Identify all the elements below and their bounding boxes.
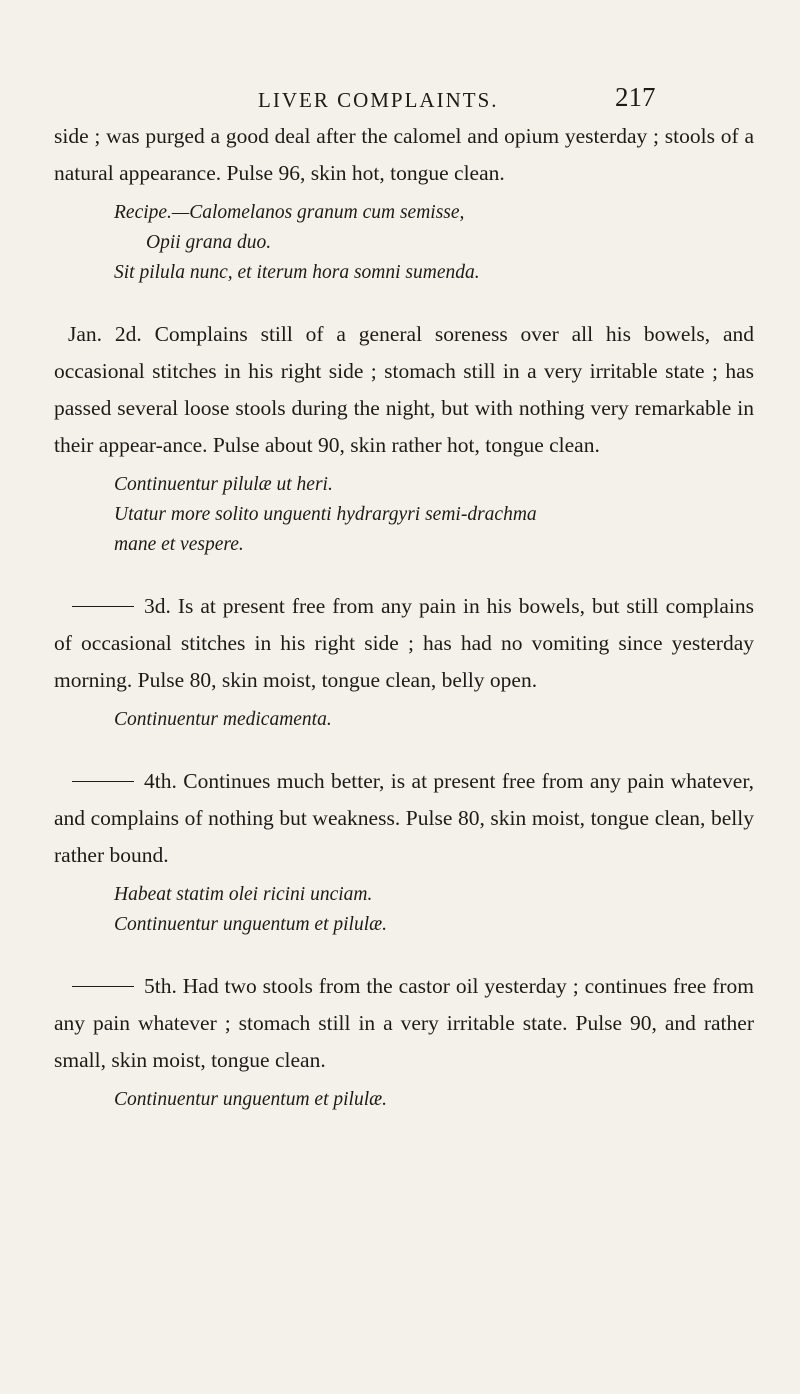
- prescription: [54, 705, 754, 735]
- prescription: [54, 470, 754, 560]
- prescription-line: Continuentur unguentum et pilulæ.: [114, 1089, 387, 1110]
- prescription: [54, 198, 754, 288]
- prescription: [54, 880, 754, 940]
- prescription-line: Habeat statim olei ricini unciam.: [114, 884, 373, 905]
- body-text: [54, 118, 754, 1115]
- prescription-line: Continuentur pilulæ ut heri.: [114, 474, 333, 495]
- prescription-line: Utatur more solito unguenti hydrargyri semi-drachma: [114, 504, 537, 525]
- prescription-line: mane et vespere.: [114, 534, 244, 555]
- case-note-text: 5th. Had two stools from the castor oil yesterday ; continues free from any pain whatever ; stomach still in a very irritable state. Pulse 90, and rather small, skin moist, tongue clean.: [54, 974, 754, 1072]
- case-note-paragraph: [54, 588, 754, 699]
- prescription-line: Opii grana duo.: [146, 232, 272, 253]
- running-head: [0, 82, 800, 122]
- prescription-line: Continuentur medicamenta.: [114, 709, 332, 730]
- ditto-dash: [72, 986, 134, 987]
- prescription-line: Recipe.—Calomelanos granum cum semisse,: [114, 202, 465, 223]
- case-note-paragraph: Jan. 2d. Complains still of a general soreness over all his bowels, and occasional stitches in his right side ; stomach still in a very irritable state ; has passed several loose stools during the night, but with nothing very remarkable in their appear-ance. Pulse about 90, skin rather hot, tongue clean.: [54, 322, 754, 457]
- prescription: [54, 1085, 754, 1115]
- case-note-paragraph: [54, 968, 754, 1079]
- ditto-dash: [72, 781, 134, 782]
- prescription-line: Sit pilula nunc, et iterum hora somni sumenda.: [114, 262, 480, 283]
- running-title: LIVER COMPLAINTS.: [258, 88, 499, 112]
- case-note-text: 4th. Continues much better, is at present free from any pain whatever, and complains of nothing but weakness. Pulse 80, skin moist, tongue clean, belly rather bound.: [54, 769, 754, 867]
- case-note-paragraph: side ; was purged a good deal after the calomel and opium yesterday ; stools of a natural appearance. Pulse 96, skin hot, tongue clean.: [54, 124, 754, 185]
- ditto-dash: [72, 606, 134, 607]
- page-number: 217: [615, 82, 656, 112]
- prescription-line: Continuentur unguentum et pilulæ.: [114, 914, 387, 935]
- case-note-text: 3d. Is at present free from any pain in his bowels, but still complains of occasional stitches in his right side ; has had no vomiting since yesterday morning. Pulse 80, skin moist, tongue clean, belly open.: [54, 594, 754, 692]
- case-note-paragraph: [54, 763, 754, 874]
